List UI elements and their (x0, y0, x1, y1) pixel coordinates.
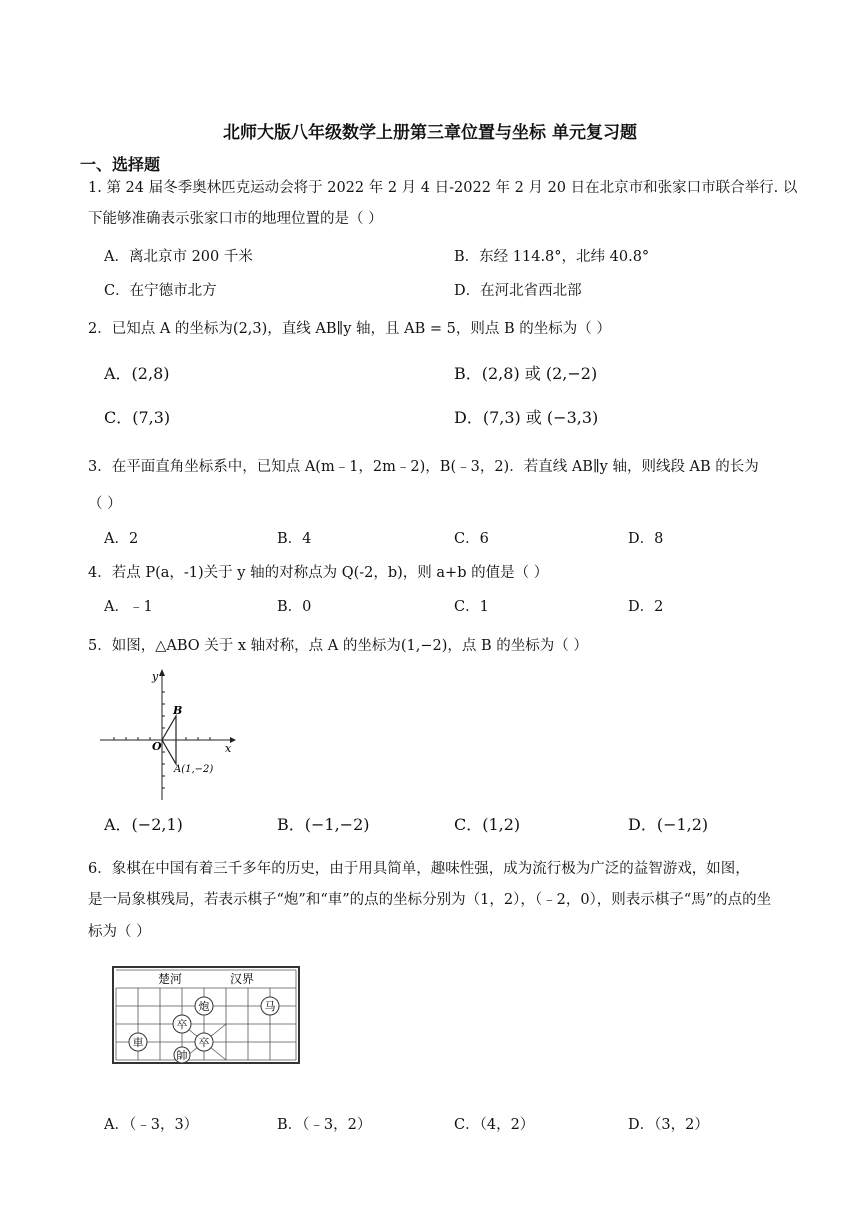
q3-stem-line1: 3．在平面直角坐标系中，已知点 A(m﹣1，2m﹣2)，B(﹣3，2)．若直线 AB∥y 轴，则线段 AB 的长为 (88, 459, 759, 475)
q3-option-b: B．4 (277, 531, 312, 547)
river-left-label: 楚河 (158, 972, 183, 986)
point-a-label: A(1,−2) (174, 764, 214, 775)
q5-option-a: A．(−2,1) (104, 815, 183, 834)
q6-stem-line2: 是一局象棋残局，若表示棋子“炮”和“車”的点的坐标分别为（1，2），（﹣2，0），则表示棋子“馬”的点的坐 (88, 892, 772, 908)
y-axis-arrow (159, 669, 165, 676)
y-axis-label: y (152, 670, 159, 683)
q4-stem: 4．若点 P(a，-1)关于 y 轴的对称点为 Q(-2，b)，则 a+b 的值是（ ） (88, 565, 549, 581)
q3-option-d: D．8 (628, 531, 664, 547)
cannon-label: 炮 (198, 1000, 210, 1013)
q6-option-a: A．（﹣3，3） (104, 1117, 199, 1133)
q1-stem-line2: 下能够准确表示张家口市的地理位置的是（ ） (88, 211, 383, 227)
q2-stem: 2．已知点 A 的坐标为(2,3)，直线 AB∥y 轴，且 AB = 5，则点 B 的坐标为（ ） (88, 321, 611, 337)
q6-stem-line3: 标为（ ） (88, 924, 151, 940)
q1-option-b: B．东经 114.8°，北纬 40.8° (454, 249, 650, 265)
q5-option-c: C．(1,2) (454, 815, 521, 834)
q5-option-d: D．(−1,2) (628, 815, 709, 834)
q4-option-c: C．1 (454, 599, 489, 615)
q3-option-c: C．6 (454, 531, 489, 547)
q1-option-c: C．在宁德市北方 (104, 283, 217, 299)
point-b-label: B (173, 704, 183, 717)
origin-label: O (152, 740, 162, 753)
q5-stem: 5．如图，△ABO 关于 x 轴对称，点 A 的坐标为(1,−2)，点 B 的坐标为（ ） (88, 638, 588, 654)
x-axis-label: x (225, 742, 232, 755)
section-heading: 一、选择题 (80, 155, 161, 174)
q1-option-d: D．在河北省西北部 (454, 283, 582, 299)
page-title: 北师大版八年级数学上册第三章位置与坐标 单元复习题 (223, 123, 637, 143)
q1-stem-line1: 1. 第 24 届冬季奥林匹克运动会将于 2022 年 2 月 4 日-2022 年 2 月 20 日在北京市和张家口市联合举行. 以 (88, 180, 798, 196)
q4-option-b: B．0 (277, 599, 312, 615)
chess-board-figure (112, 966, 300, 1064)
river-right-label: 汉界 (230, 972, 255, 986)
general-label: 帥 (176, 1049, 188, 1062)
q3-option-a: A．2 (104, 531, 139, 547)
q6-option-d: D．（3，2） (628, 1117, 709, 1133)
q2-option-a: A．(2,8) (104, 364, 170, 383)
q4-option-d: D．2 (628, 599, 664, 615)
q2-option-d: D．(7,3) 或 (−3,3) (454, 408, 599, 427)
q2-option-b: B．(2,8) 或 (2,−2) (454, 364, 598, 383)
q2-option-c: C．(7,3) (104, 408, 171, 427)
q6-option-c: C．（4，2） (454, 1117, 535, 1133)
chariot-label: 車 (132, 1036, 144, 1049)
soldier-label-lower: 卒 (198, 1036, 210, 1049)
q6-stem-line1: 6．象棋在中国有着三千多年的历史，由于用具简单，趣味性强，成为流行极为广泛的益智游戏，如图， (88, 861, 750, 877)
q1-option-a: A．离北京市 200 千米 (104, 249, 253, 265)
horse-label: 马 (264, 1000, 276, 1013)
q4-option-a: A．﹣1 (104, 599, 153, 615)
q5-coordinate-figure (96, 664, 236, 804)
q6-option-b: B．（﹣3，2） (277, 1117, 372, 1133)
q3-stem-line2: （ ） (88, 496, 122, 512)
q5-option-b: B．(−1,−2) (277, 815, 370, 834)
soldier-label-upper: 卒 (176, 1018, 188, 1031)
